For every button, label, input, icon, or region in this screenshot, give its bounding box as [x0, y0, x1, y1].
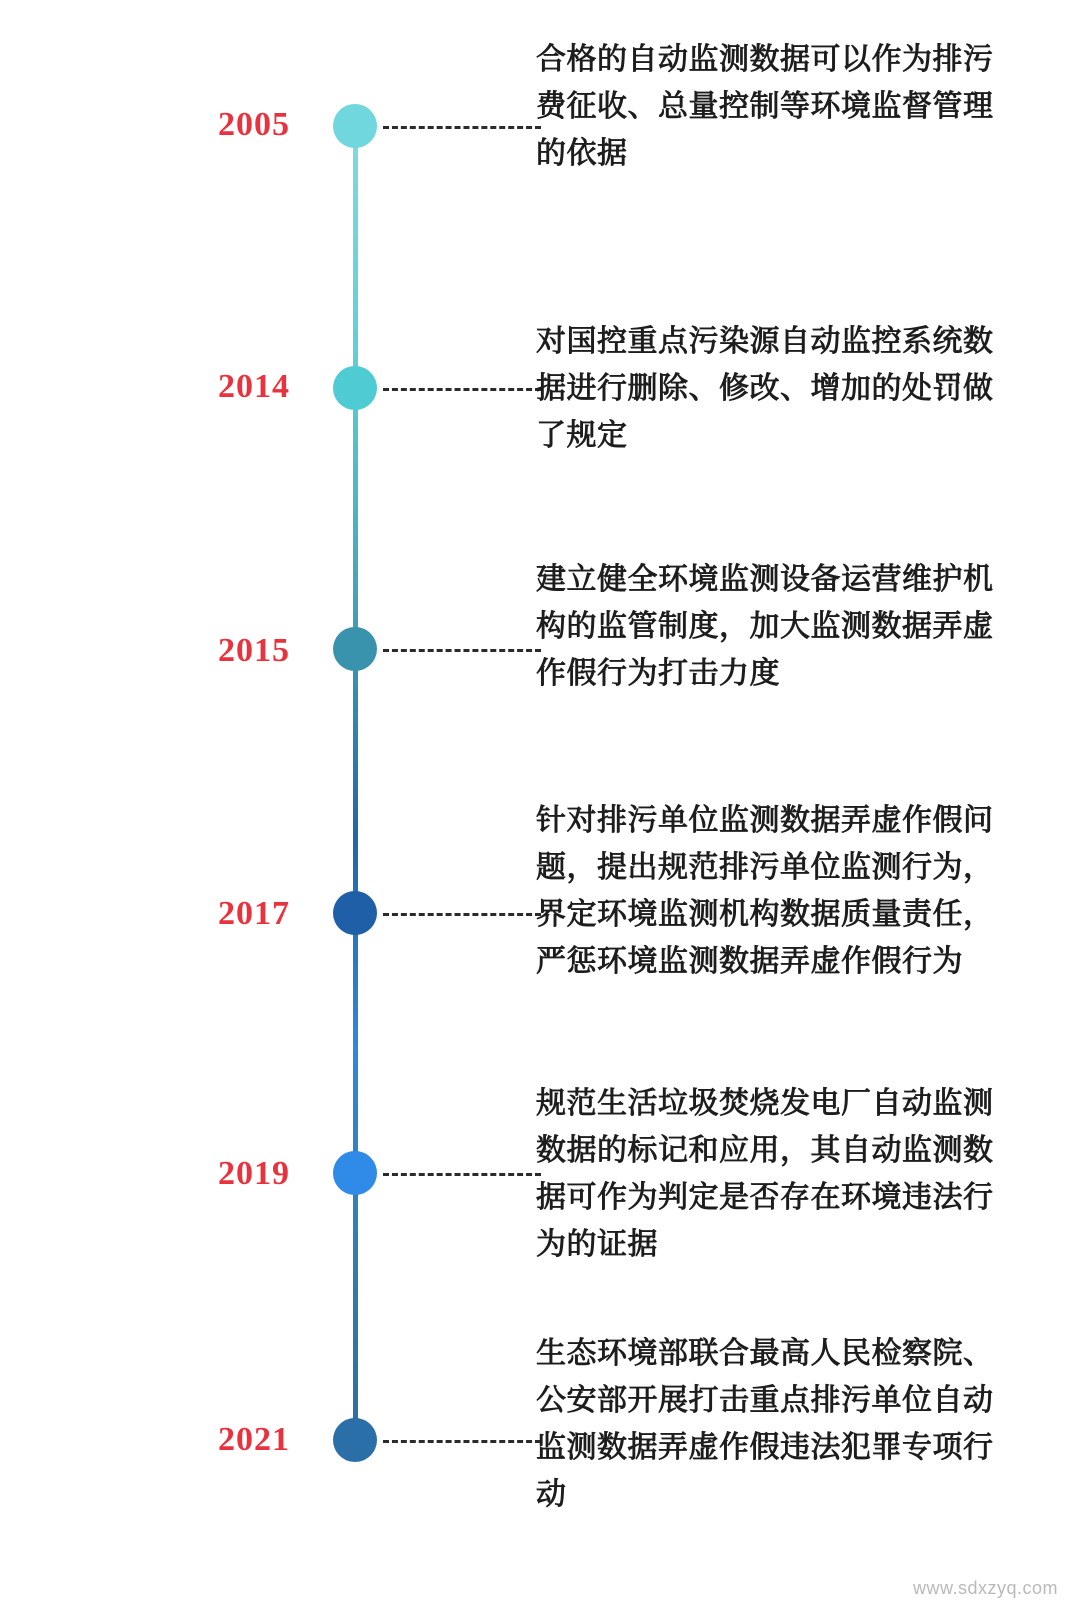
timeline-connector [383, 1440, 541, 1443]
timeline-connector [383, 126, 541, 129]
timeline-connector [383, 649, 541, 652]
timeline-event-text: 合格的自动监测数据可以作为排污费征收、总量控制等环境监督管理的依据 [536, 43, 994, 170]
timeline-year-label: 2015 [218, 632, 290, 669]
timeline-year-label: 2014 [218, 368, 290, 405]
timeline-node-dot[interactable] [333, 366, 377, 410]
timeline-event-text: 生态环境部联合最高人民检察院、公安部开展打击重点排污单位自动监测数据弄虚作假违法犯罪专项行动 [536, 1337, 994, 1511]
timeline-node-dot[interactable] [333, 1151, 377, 1195]
watermark-text: www.sdxzyq.com [912, 1578, 1058, 1598]
timeline-year-label: 2017 [218, 895, 290, 932]
timeline-node-dot[interactable] [333, 627, 377, 671]
timeline-node-dot[interactable] [333, 891, 377, 935]
timeline-node-dot[interactable] [333, 104, 377, 148]
timeline-node-dot[interactable] [333, 1418, 377, 1462]
timeline-year-label: 2019 [218, 1155, 290, 1192]
timeline-year-label: 2021 [218, 1421, 290, 1458]
timeline-spine [353, 126, 358, 1442]
timeline-connector [383, 1173, 541, 1176]
timeline-event-text: 建立健全环境监测设备运营维护机构的监管制度，加大监测数据弄虚作假行为打击力度 [536, 563, 994, 690]
timeline-year-label: 2005 [218, 106, 290, 143]
timeline-connector [383, 913, 541, 916]
timeline-event-text: 规范生活垃圾焚烧发电厂自动监测数据的标记和应用，其自动监测数据可作为判定是否存在环境违法行为的证据 [536, 1087, 994, 1261]
timeline-event-text: 对国控重点污染源自动监控系统数据进行删除、修改、增加的处罚做了规定 [536, 325, 994, 452]
timeline-event-text: 针对排污单位监测数据弄虚作假问题，提出规范排污单位监测行为，界定环境监测机构数据质量责任，严惩环境监测数据弄虚作假行为 [536, 804, 994, 978]
timeline-connector [383, 388, 541, 391]
